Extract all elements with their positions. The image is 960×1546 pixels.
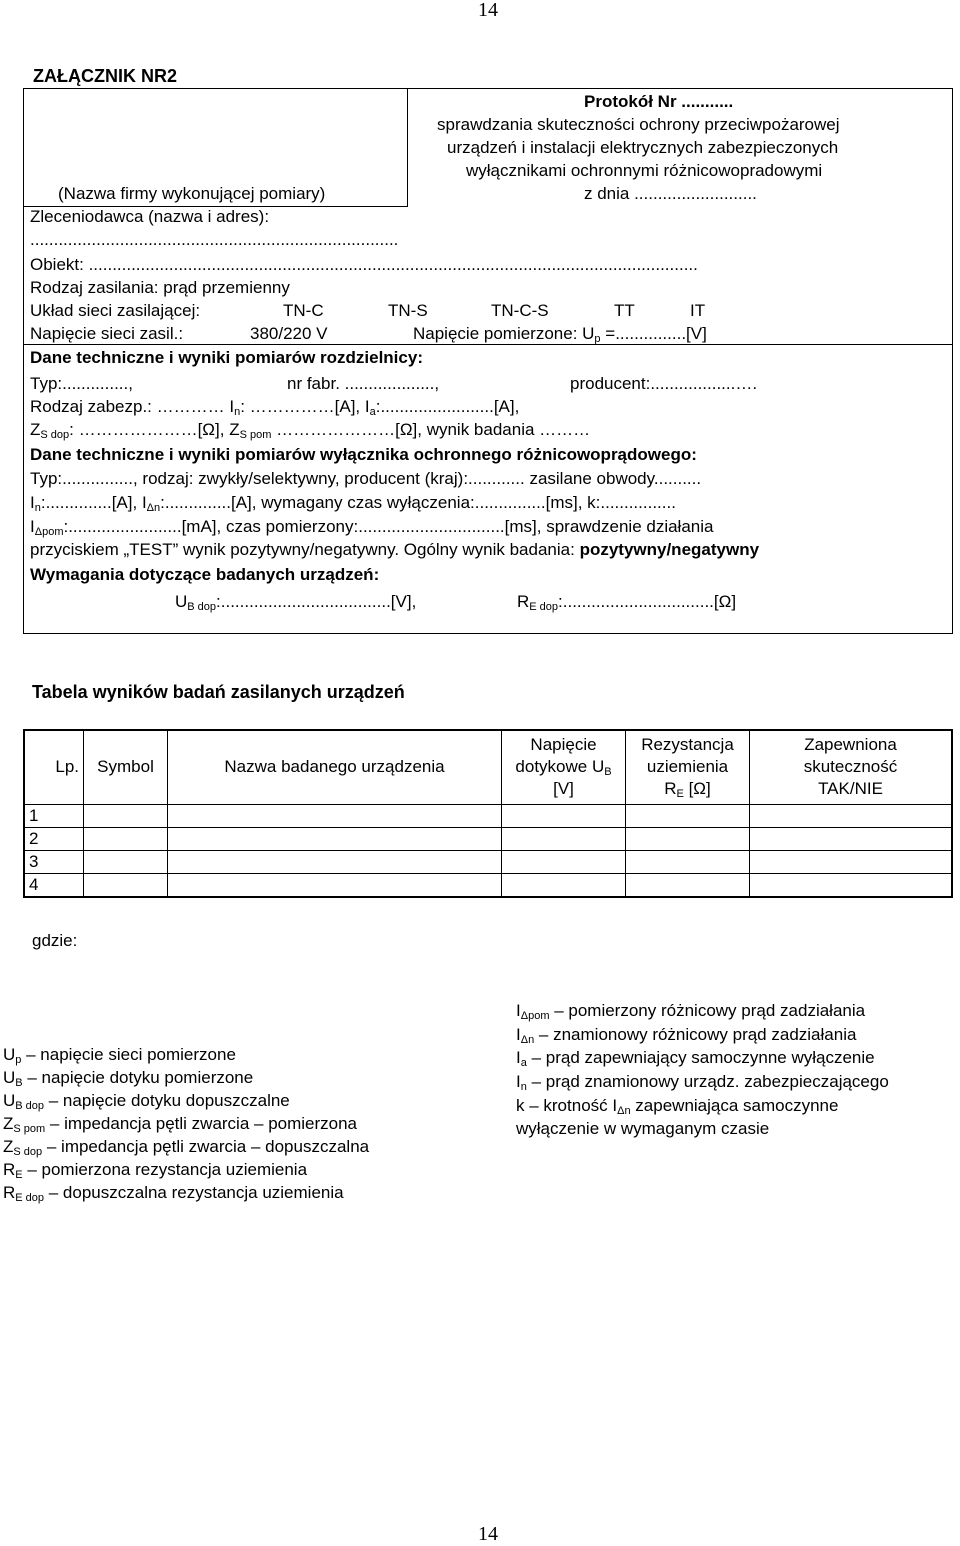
re-dop-line: $R_{E dop}:................................[\Omega]$ [517,592,737,613]
impedance-line: $Z_{S dop}$: …………………[Ω], $Z_{S pom}$ …………………[Ω], wynik badania ……… [30,420,591,441]
cell [168,873,502,897]
panel-producer: producent:..................…. [570,374,758,393]
legend-left-4: $Z_{S pom}$ – impedancja pętli zwarcia – pomierzona [3,1114,358,1135]
header-symbol: Symbol [84,730,168,804]
legend-intro: gdzie: [32,931,78,950]
table-header-row [24,730,952,804]
results-table [23,729,953,898]
network-option-it: IT [690,301,706,320]
cell [84,827,168,850]
panel-serial: nr fabr. ..................., [287,374,440,393]
legend-right-2: $I_{\Delta n}$ – znamionowy różnicowy prąd zadziałania [516,1025,857,1046]
company-label: (Nazwa firmy wykonującej pomiary) [58,184,326,203]
cell [502,804,626,827]
cell [502,827,626,850]
cell [84,850,168,873]
legend-right-4: $I_n$ – prąd znamionowy urządz. zabezpieczającego [516,1072,889,1093]
measured-voltage: Napięcie pomierzone: $U_p =...............[V]$ [413,324,707,345]
protocol-title: Protokół Nr ........... [584,92,734,111]
legend-left-3: $U_{B dop}$ – napięcie dotyku dopuszczalne [3,1091,290,1112]
cell [502,850,626,873]
cell [750,850,953,873]
header-vertical-divider [407,88,408,207]
network-label: Układ sieci zasilającej: [30,301,201,320]
row-lp: 2 [24,827,84,850]
cell [168,804,502,827]
cell [84,873,168,897]
legend-right-1: $I_{\Delta pom}$ – pomierzony różnicowy prąd zadziałania [516,1001,866,1022]
cell [626,873,750,897]
network-option-tns: TN-S [388,301,428,320]
row-lp: 3 [24,850,84,873]
legend-right-3: $I_a$ – prąd zapewniający samoczynne wyłączenie [516,1048,875,1069]
section-divider [23,344,953,345]
protocol-subtitle-2: urządzeń i instalacji elektrycznych zabezpieczonych [447,138,839,157]
table-row [24,850,952,873]
legend-left-1: $U_p$ – napięcie sieci pomierzone [3,1045,236,1066]
header-voltage: Napięcie dotykowe $U_B$ [V] [502,730,626,804]
cell [750,873,953,897]
client-label: Zleceniodawca (nazwa i adres): [30,207,270,226]
voltage-value: 380/220 V [250,324,328,343]
protocol-date: z dnia .......................... [584,184,757,203]
page-number-bottom: 14 [478,1523,498,1545]
network-option-tt: TT [614,301,635,320]
row-lp: 1 [24,804,84,827]
cell [502,873,626,897]
row-lp: 4 [24,873,84,897]
legend-left-5: $Z_{S dop}$ – impedancja pętli zwarcia – dopuszczalna [3,1137,370,1158]
cell [168,827,502,850]
table-row [24,873,952,897]
legend-right-6: wyłączenie w wymaganym czasie [516,1119,770,1138]
rcd-test-line: przyciskiem „TEST” wynik pozytywny/negatywny. Ogólny wynik badania: pozytywny/negatywny [30,540,760,559]
cell [626,827,750,850]
header-name: Nazwa badanego urządzenia [168,730,502,804]
page-number-top: 14 [478,0,498,21]
cell [626,850,750,873]
legend-left-2: $U_B$ – napięcie dotyku pomierzone [3,1068,254,1089]
header-effective: Zapewniona skuteczność TAK/NIE [750,730,953,804]
supply-type: Rodzaj zasilania: prąd przemienny [30,278,290,297]
legend-left-6: $R_E$ – pomierzona rezystancja uziemienia [3,1160,308,1181]
cell [750,827,953,850]
rcd-currents: $I_n:..............[A]$, $I_{\Delta n}:..............[A]$, wymagany czas wyłączenia:...............[ms], k:................ [30,493,676,514]
rcd-measured: $I_{\Delta pom}:........................[mA]$, czas pomierzony:...............................[ms], sprawdzenie działania [30,517,714,538]
requirements-header: Wymagania dotyczące badanych urządzeń: [30,565,380,584]
panel-header: Dane techniczne i wyniki pomiarów rozdzielnicy: [30,348,423,367]
cell [626,804,750,827]
legend-right-5: k – krotność $I_{\Delta n}$ zapewniająca samoczynne [516,1096,839,1117]
client-dots: .............................................................................. [30,230,399,249]
table-row [24,827,952,850]
network-option-tncs: TN-C-S [491,301,549,320]
rcd-header: Dane techniczne i wyniki pomiarów wyłącznika ochronnego różnicowoprądowego: [30,445,697,464]
header-resistance: Rezystancja uziemienia $R_E$ [Ω] [626,730,750,804]
protocol-subtitle-3: wyłącznikami ochronnymi różnicowopradowymi [466,161,823,180]
table-row [24,804,952,827]
header-lp: Lp. [24,730,84,804]
legend-left-7: $R_{E dop}$ – dopuszczalna rezystancja uziemienia [3,1183,344,1204]
rcd-type: Typ:..............., rodzaj: zwykły/selektywny, producent (kraj):............ zasilane obwody.......... [30,469,702,488]
protocol-subtitle-1: sprawdzania skuteczności ochrony przeciwpożarowej [437,115,840,134]
ub-dop-line: $U_{B dop}:....................................[V]$, [175,592,417,613]
attachment-title: ZAŁĄCZNIK NR2 [33,66,177,86]
cell [168,850,502,873]
panel-type: Typ:.............., [30,374,133,393]
voltage-label: Napięcie sieci zasil.: [30,324,184,343]
protection-line: Rodzaj zabezp.: ………… $I_n$: ……………[A], $I_a:........................[A]$, [30,397,520,418]
cell [84,804,168,827]
table-title: Tabela wyników badań zasilanych urządzeń [32,682,405,702]
cell [750,804,953,827]
object-line: Obiekt: ................................................................................................................................. [30,255,698,274]
network-option-tnc: TN-C [283,301,324,320]
